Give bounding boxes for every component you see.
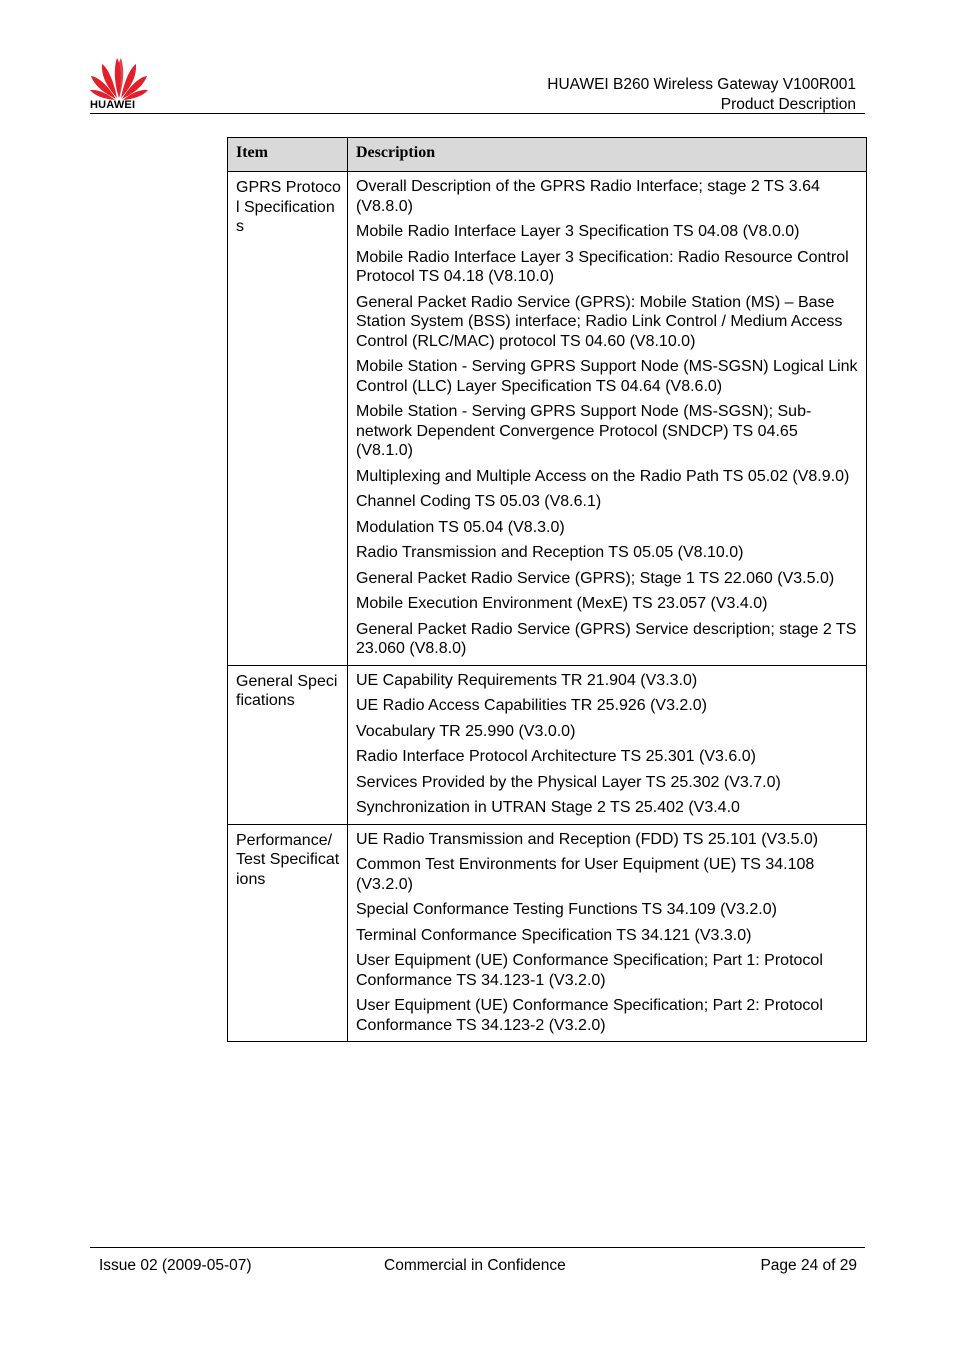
huawei-flower-icon bbox=[88, 56, 150, 100]
table-body bbox=[228, 172, 867, 1042]
header-divider bbox=[90, 113, 865, 114]
header-document-type: Product Description bbox=[720, 96, 856, 113]
footer-divider bbox=[90, 1247, 865, 1248]
table-header-row bbox=[228, 138, 867, 172]
footer-issue: Issue 02 (2009-05-07) bbox=[99, 1257, 252, 1274]
specification-entry: Multiplexing and Multiple Access on the Radio Path TS 05.02 (V8.9.0) bbox=[356, 467, 850, 485]
specification-entry: General Packet Radio Service (GPRS) Service description; stage 2 TS 23.060 (V8.8.0) bbox=[356, 620, 857, 657]
brand-name: HUAWEI bbox=[90, 99, 136, 111]
column-header-item: Item bbox=[228, 138, 348, 172]
column-header-description: Description bbox=[348, 138, 867, 172]
specification-entry: Synchronization in UTRAN Stage 2 TS 25.402 (V3.4.0 bbox=[356, 799, 740, 816]
table-row bbox=[228, 665, 867, 824]
footer-confidentiality: Commercial in Confidence bbox=[384, 1257, 566, 1274]
specification-entry: General Packet Radio Service (GPRS); Stage 1 TS 22.060 (V3.5.0) bbox=[356, 569, 835, 587]
row-description bbox=[348, 172, 867, 666]
specification-entry: Mobile Radio Interface Layer 3 Specification: Radio Resource Control Protocol TS 04.18 (V8.10.0) bbox=[356, 248, 849, 285]
specification-entry: UE Radio Access Capabilities TR 25.926 (V3.2.0) bbox=[356, 697, 707, 714]
specification-entry: Services Provided by the Physical Layer TS 25.302 (V3.7.0) bbox=[356, 773, 781, 791]
specification-entry: Special Conformance Testing Functions TS 34.109 (V3.2.0) bbox=[356, 901, 777, 918]
specification-entry: General Packet Radio Service (GPRS): Mobile Station (MS) – Base Station System (BSS) interface; Radio Link Control / Medium Access Control (RLC/MAC) protocol TS 04.60 (V8.10.0) bbox=[356, 293, 843, 350]
table-row bbox=[228, 172, 867, 666]
specification-entry: UE Capability Requirements TR 21.904 (V3.3.0) bbox=[356, 671, 698, 689]
specification-entry: Common Test Environments for User Equipment (UE) TS 34.108 (V3.2.0) bbox=[356, 856, 815, 893]
header-product-title: HUAWEI B260 Wireless Gateway V100R001 bbox=[547, 76, 856, 93]
specification-entry: User Equipment (UE) Conformance Specification; Part 1: Protocol Conformance TS 34.123-1 (V3.2.0) bbox=[356, 952, 823, 989]
row-item-name: GPRS Protocol Specifications bbox=[228, 172, 348, 666]
specification-entry: Mobile Radio Interface Layer 3 Specification TS 04.08 (V8.0.0) bbox=[356, 223, 800, 240]
row-item-name: General Specifications bbox=[228, 665, 348, 824]
footer-page-number: Page 24 of 29 bbox=[760, 1257, 857, 1274]
specification-entry: Radio Transmission and Reception TS 05.05 (V8.10.0) bbox=[356, 544, 744, 561]
specification-entry: Modulation TS 05.04 (V8.3.0) bbox=[356, 518, 565, 536]
row-item-name: Performance/ Test Specifications bbox=[228, 824, 348, 1042]
row-description bbox=[348, 665, 867, 824]
specifications-table bbox=[227, 137, 867, 1042]
document-header bbox=[547, 75, 856, 115]
table-row bbox=[228, 824, 867, 1042]
specification-entry: User Equipment (UE) Conformance Specification; Part 2: Protocol Conformance TS 34.123-2 (V3.2.0) bbox=[356, 997, 823, 1034]
specification-entry: Mobile Station - Serving GPRS Support Node (MS-SGSN) Logical Link Control (LLC) Layer Specification TS 04.64 (V8.6.0) bbox=[356, 358, 858, 395]
specification-entry: Mobile Station - Serving GPRS Support Node (MS-SGSN); Sub-network Dependent Convergence Protocol (SNDCP) TS 04.65 (V8.1.0) bbox=[356, 403, 812, 459]
specification-entry: UE Radio Transmission and Reception (FDD) TS 25.101 (V3.5.0) bbox=[356, 830, 819, 848]
specification-entry: Channel Coding TS 05.03 (V8.6.1) bbox=[356, 493, 602, 510]
row-description bbox=[348, 824, 867, 1042]
specification-entry: Mobile Execution Environment (MexE) TS 23.057 (V3.4.0) bbox=[356, 595, 768, 612]
specification-entry: Radio Interface Protocol Architecture TS 25.301 (V3.6.0) bbox=[356, 748, 756, 765]
specification-entry: Terminal Conformance Specification TS 34.121 (V3.3.0) bbox=[356, 926, 752, 944]
specification-entry: Overall Description of the GPRS Radio Interface; stage 2 TS 3.64 (V8.8.0) bbox=[356, 178, 820, 215]
specification-entry: Vocabulary TR 25.990 (V3.0.0) bbox=[356, 722, 576, 740]
